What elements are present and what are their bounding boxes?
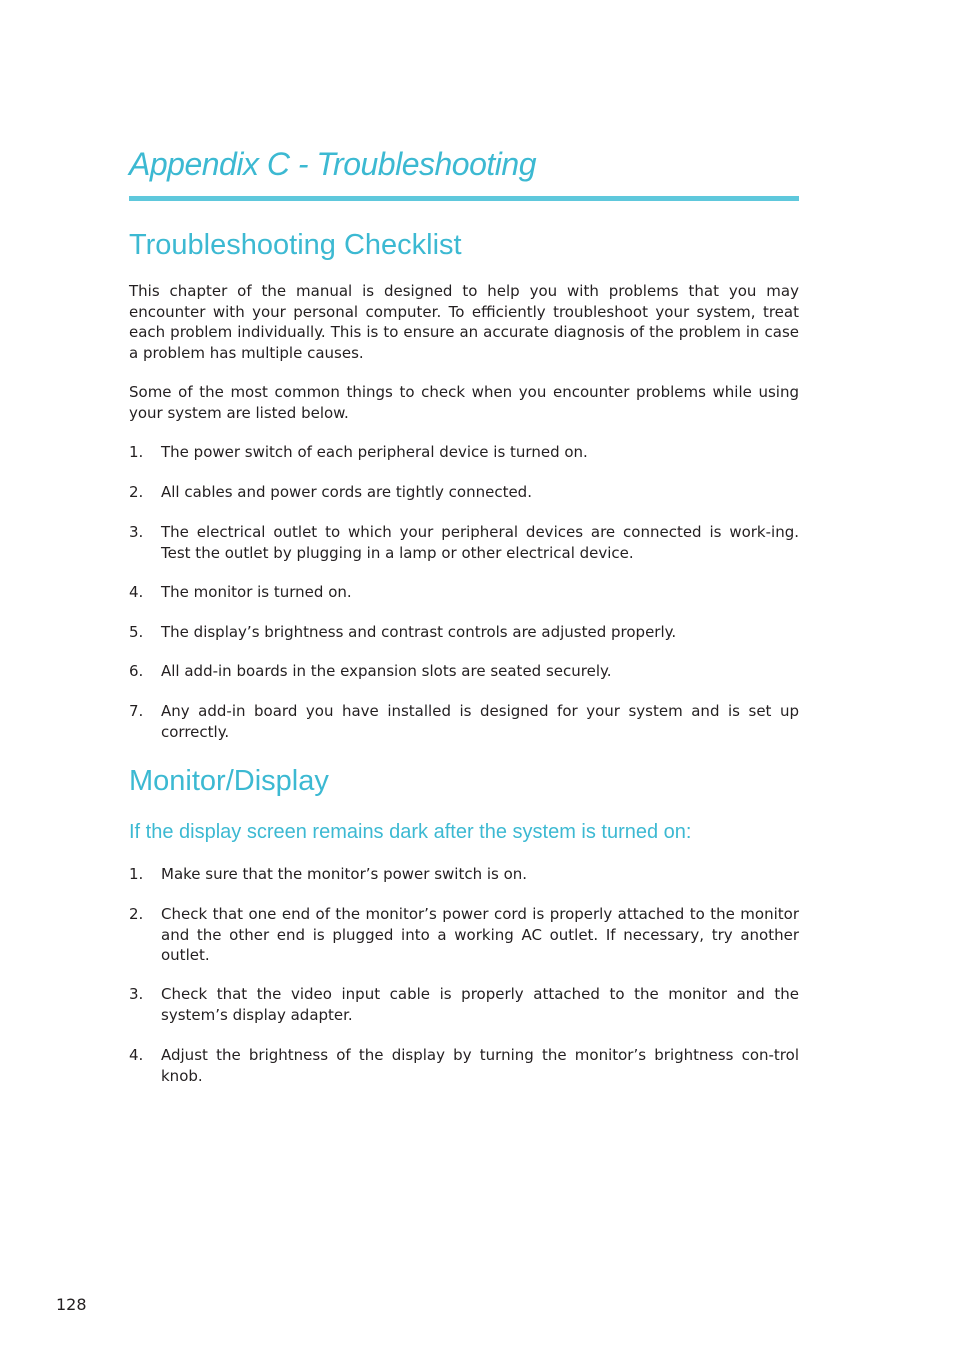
list-text: All add-in boards in the expansion slots are seated securely. bbox=[161, 662, 612, 680]
section-heading-checklist: Troubleshooting Checklist bbox=[129, 229, 462, 261]
list-number: 3. bbox=[129, 523, 144, 541]
monitor-item bbox=[129, 1045, 799, 1086]
list-number: 3. bbox=[129, 985, 144, 1003]
intro-paragraph: This chapter of the manual is designed to help you with problems that you may encounter with your personal computer. To efficiently troubleshoot your system, treat each problem individually. This is to ensure an accurate diagnosis of the problem in case a problem has multiple causes. bbox=[129, 282, 799, 362]
list-text: Any add-in board you have installed is designed for your system and is set up correctly. bbox=[161, 702, 799, 741]
checklist-item bbox=[129, 522, 799, 563]
list-text: Adjust the brightness of the display by turning the monitor’s brightness con-trol knob. bbox=[161, 1046, 799, 1085]
list-text: Make sure that the monitor’s power switch is on. bbox=[161, 865, 528, 883]
monitor-subheading: If the display screen remains dark after the system is turned on: bbox=[129, 821, 692, 843]
list-number: 2. bbox=[129, 905, 144, 923]
page-number: 128 bbox=[56, 1295, 87, 1314]
monitor-item bbox=[129, 904, 799, 966]
list-text: All cables and power cords are tightly connected. bbox=[161, 483, 532, 501]
list-number: 7. bbox=[129, 702, 144, 720]
list-number: 4. bbox=[129, 583, 144, 601]
checklist-item bbox=[129, 661, 799, 682]
title-divider bbox=[129, 196, 799, 201]
common-checks-paragraph: Some of the most common things to check when you encounter problems while using your system are listed below. bbox=[129, 383, 799, 422]
list-number: 1. bbox=[129, 443, 144, 461]
list-text: The power switch of each peripheral device is turned on. bbox=[161, 443, 588, 461]
checklist-item bbox=[129, 701, 799, 742]
list-text: The display’s brightness and contrast controls are adjusted properly. bbox=[161, 623, 677, 641]
list-number: 6. bbox=[129, 662, 144, 680]
list-number: 2. bbox=[129, 483, 144, 501]
list-number: 1. bbox=[129, 865, 144, 883]
monitor-item bbox=[129, 864, 799, 885]
checklist-item bbox=[129, 582, 799, 603]
section-heading-monitor: Monitor/Display bbox=[129, 765, 329, 797]
monitor-item bbox=[129, 984, 799, 1025]
checklist-item bbox=[129, 442, 799, 463]
checklist-item bbox=[129, 622, 799, 643]
list-number: 4. bbox=[129, 1046, 144, 1064]
list-text: Check that one end of the monitor’s power cord is properly attached to the monitor and the other end is plugged into a working AC outlet. If necessary, try another outlet. bbox=[161, 905, 799, 964]
list-text: The monitor is turned on. bbox=[161, 583, 352, 601]
list-number: 5. bbox=[129, 623, 144, 641]
list-text: The electrical outlet to which your peripheral devices are connected is work-ing. Test the outlet by plugging in a lamp or other electrical device. bbox=[161, 523, 799, 562]
list-text: Check that the video input cable is properly attached to the monitor and the system’s display adapter. bbox=[161, 985, 799, 1024]
chapter-title: Appendix C - Troubleshooting bbox=[129, 146, 536, 182]
checklist-item bbox=[129, 482, 799, 503]
